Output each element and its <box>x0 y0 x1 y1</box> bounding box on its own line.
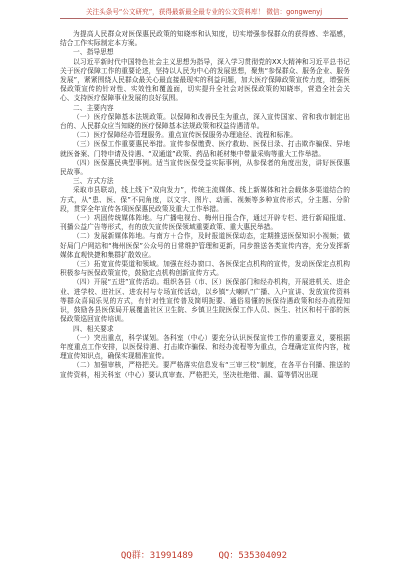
qq-number: QQ：535304092 <box>218 551 288 561</box>
body-paragraph: 采取市县联动，线上线下“双向发力”，传统主流媒体、线上新媒体和社会载体多渠道结合的方式，从“患、医、保”不同角度，以文字、图片、动画、视频等多种宣传形式，分主题、分阶段，贯穿全年宣传各项医保惠民政策及重大工作举措。 <box>60 186 350 213</box>
footer-contact <box>0 548 408 561</box>
section-heading-4: 四、相关要求 <box>73 324 114 333</box>
section-heading-2: 二、主要内容 <box>73 103 114 112</box>
header-divider <box>60 18 348 19</box>
body-paragraph: （二）医疗保障经办管理服务。重点宣传医保服务办理途径、流程和标准。 <box>73 131 297 140</box>
header-banner: 关注头条号“公文研究”，获得最新最全最专业的公文资料库！ 微信：gongwenyj <box>85 8 323 16</box>
document-body <box>60 30 350 380</box>
body-paragraph: （一）医疗保障基本法规政策。以保障和改善民生为重点，深入宣传国家、省和我市制定出台的、人民群众应当知晓的医疗保障基本法规政策和权益待遇清单。 <box>60 112 350 131</box>
body-paragraph: （四）开展“五进”宣传活动。组织各县（市、区）医保部门和经办机构，开展进机关、进企业、进学校、进社区、进农村与专场宣传活动，以乡镇“大喇叭”广播、入户宣讲、发放宣传资料等群众喜闻乐见的方式，有针对性宣传普及简明扼要、通俗易懂的医保待遇政策和经办流程知识，鼓励各县医保局开展覆盖社区卫生院、乡镇卫生院医保工作人员、医生、社区和村干部的医保政策巡回宣传培训。 <box>60 278 350 324</box>
body-paragraph: （三）医保工作重要惠民举措。宣传参保缴费、医疗救助、医保目录、打击欺诈骗保、异地就医备案、门特申请及待遇、“双通道”政策、药品和耗材集中带量采购等重大工作举措。 <box>60 140 350 158</box>
body-paragraph: （一）巩固传统媒体阵地。与广播电视台、梅州日报合作，通过开辟专栏、进行新闻报道、刊播公益广告等形式，有的放矢宣传医保领域重要政策、重大惠民举措。 <box>60 214 350 232</box>
body-paragraph: （一）突出重点，科学谋划。各科室（中心）要充分认识医保宣传工作的重要意义，要根据年度重点工作安排，以医保待遇、打击欺诈骗保、和经办流程等为重点，合理确定宣传内容，梳理宣传知识点，确保实现精准宣传。 <box>60 333 350 361</box>
section-heading-1: 一、指导思想 <box>73 48 114 57</box>
body-paragraph: （二）发展新媒体阵地。与南方＋合作，及时报道医保动态，定期推送医保知识小视频；做好局门户网站和“梅州医保”公众号的日常维护管理和更新，同步推送各类宣传内容，充分发挥新媒体直观快捷和集群扩散效应。 <box>60 232 350 259</box>
intro-paragraph: 为提高人民群众对医保惠民政策的知晓率和认知度，切实增强参保群众的获得感、幸福感，结合工作实际制定本方案。 <box>60 30 350 48</box>
body-paragraph: （二）加强审核，严格把关。要严格落实信息发布“三审三校”制度，在各平台刊播、推送的宣传资料，相关科室（中心）要认真审查、严格把关，坚决杜绝错、漏、篇等情况出现 <box>60 361 350 379</box>
qq-group: QQ群：31991489 <box>120 551 194 561</box>
body-paragraph: （三）拓宽宣传渠道和领域。加强在经办窗口、各医保定点机构的宣传，发动医保定点机构积极参与医保政策宣传，鼓励定点机构创新宣传方式。 <box>60 260 350 278</box>
body-paragraph: （四）医保惠民典型事例。适当宣传医保受益实际事例，从参保者的角度出发，讲好医保惠民故事。 <box>60 158 350 177</box>
section-heading-3: 三、方式方法 <box>73 177 114 186</box>
body-paragraph: 以习近平新时代中国特色社会主义思想为指导，深入学习贯彻党的XX大精神和习近平总书记关于医疗保障工作的重要论述，坚持以人民为中心的发展思想，聚焦“参保群众、服务企业、服务发展”，紧紧围绕人民群众最关心最直接最现实的利益问题，加大医疗保障政策宣传力度，增强医保政策宣传的针对性、实效性和覆盖面，切实提升全社会对医保政策的知晓率，营造全社会关心、支持医疗保障事业发展的良好氛围。 <box>60 57 350 103</box>
